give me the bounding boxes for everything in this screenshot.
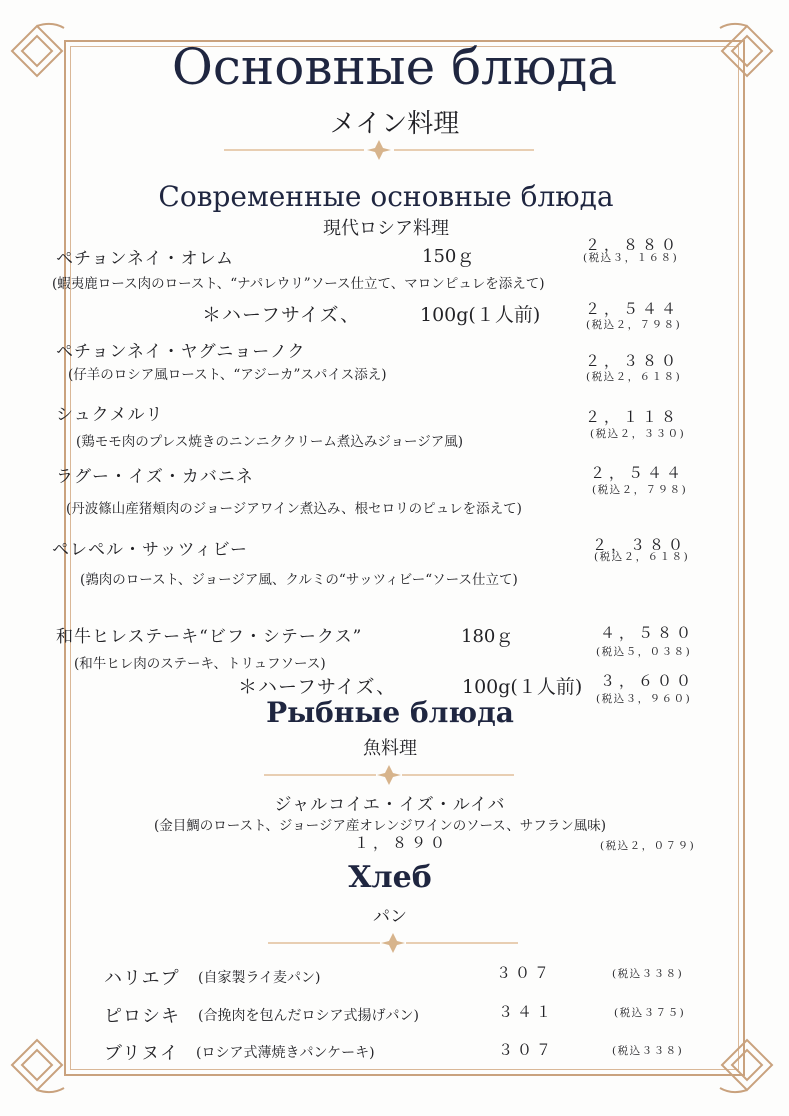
menu-item-description: (ロシア式薄焼きパンケーキ) [196,1045,375,1061]
divider-ornament-icon [264,764,514,786]
menu-item-weight: 180ｇ [461,626,514,647]
menu-item-name: ジャルコイエ・イズ・ルイバ [274,795,506,815]
menu-item-price: １，８９０ [354,834,450,852]
corner-ornament-icon [712,1030,782,1100]
menu-item-price: ２，１１８ [585,408,681,426]
section-subtitle-fish: 魚料理 [363,738,417,759]
page-subtitle: メイン料理 [329,109,460,139]
menu-item-name: ブリヌイ [104,1043,179,1064]
divider-ornament-icon [224,138,534,162]
divider-ornament-icon [268,932,518,954]
menu-item-tax-price: (税込３３８) [612,1045,684,1057]
section-subtitle-bread: パン [373,907,407,927]
menu-item-description: (鶉肉のロースト、ジョージア風、クルミの“サッツィビー“ソース仕立て) [80,572,518,588]
menu-item-description: (合挽肉を包んだロシア式揚げパン) [198,1008,419,1024]
menu-item-description: (自家製ライ麦パン) [198,970,321,986]
menu-item-name: ラグー・イズ・カバニネ [56,467,254,487]
menu-item-description: (和牛ヒレ肉のステーキ、トリュフソース) [74,656,326,672]
menu-item-name: 和牛ヒレステーキ“ビフ・シテークス” [56,627,363,647]
menu-item-price: ２，５４４ [590,464,686,482]
corner-ornament-icon [2,1030,72,1100]
menu-item-tax-price: (税込２，６１８) [586,371,682,383]
menu-item-tax-price: (税込３，９６０) [596,693,692,705]
menu-item-weight: 150ｇ [422,246,475,267]
menu-item-name: ペレペル・サッツィビー [52,540,248,560]
section-title-fish: Рыбные блюда [266,696,514,729]
half-size-label: ＊ハーフサイズ、 [202,304,361,326]
menu-item-tax-price: (税込２，６１８) [594,551,690,563]
menu-item-description: (鶏モモ肉のプレス焼きのニンニククリーム煮込みジョージア風) [76,434,464,450]
menu-item-name: ペチョンネイ・ヤグニョーノク [56,342,306,362]
menu-item-tax-price: (税込３，１６８) [583,252,679,264]
menu-item-tax-price: (税込２，３３０) [590,428,686,440]
menu-item-price: ４，５８０ [600,624,696,642]
menu-item-price: ３０７ [498,1041,556,1059]
menu-item-price: ３４１ [498,1003,556,1021]
menu-item-tax-price: (税込３７５) [614,1007,686,1019]
half-size-label: ＊ハーフサイズ、 [238,676,397,698]
menu-item-name: ハリエプ [104,968,180,989]
menu-item-price: ３，６００ [600,672,696,690]
menu-item-weight: 100g(１人前) [462,676,583,698]
page-title: Основные блюда [171,38,618,96]
menu-item-tax-price: (税込３３８) [612,968,684,980]
section-subtitle-modern: 現代ロシア料理 [323,218,449,239]
menu-item-name: ピロシキ [104,1006,180,1027]
menu-item-tax-price: (税込２，７９８) [586,319,682,331]
section-title-modern: Современные основные блюда [158,180,614,213]
menu-item-description: (金目鯛のロースト、ジョージア産オレンジワインのソース、サフラン風味) [154,818,606,834]
menu-item-name: ペチョンネイ・オレム [56,249,234,269]
menu-item-description: (蝦夷鹿ロース肉のロースト、“ナパレウリ”ソース仕立て、マロンピュレを添えて) [52,276,545,292]
menu-item-name: シュクメルリ [56,405,164,425]
section-title-bread: Хлеб [348,860,432,895]
menu-item-tax-price: (税込２，０７９) [600,840,696,852]
menu-item-description: (丹波篠山産猪頬肉のジョージアワイン煮込み、根セロリのピュレを添えて) [66,501,522,517]
menu-item-price: ２，５４４ [585,300,681,318]
menu-item-price: ２，３８０ [585,352,681,370]
menu-item-tax-price: (税込５，０３８) [596,646,692,658]
menu-item-price: ２，３８０ [592,536,688,554]
menu-item-description: (仔羊のロシア風ロースト、“アジーカ”スパイス添え) [68,367,387,383]
menu-item-weight: 100g(１人前) [420,304,541,326]
menu-item-tax-price: (税込２，７９８) [592,484,688,496]
menu-item-price: ３０７ [496,964,554,982]
menu-item-price: ２，８８０ [585,236,681,254]
